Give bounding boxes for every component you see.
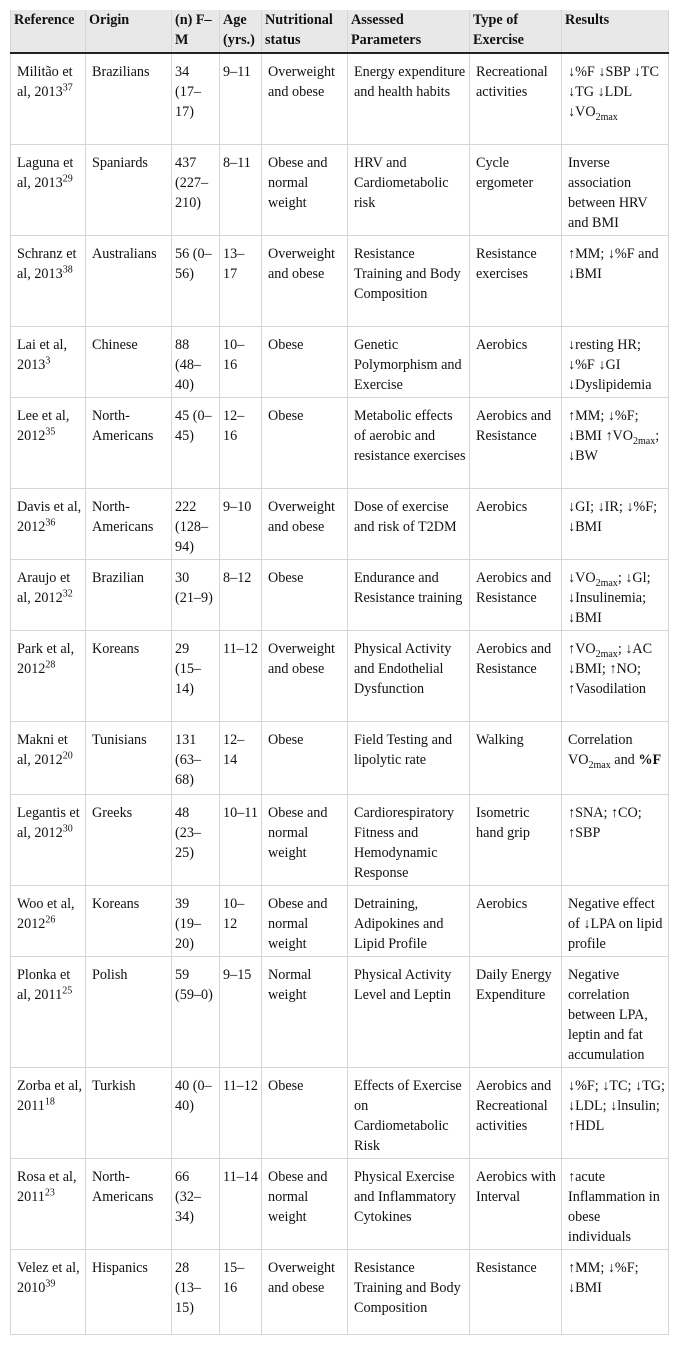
cell-origin: Chinese [86,326,172,397]
cell-exercise-type: Aerobics [470,326,562,397]
cell-origin: North-Americans [86,1158,172,1249]
results-text: ↓%F ↓SBP ↓TC ↓TG ↓LDL ↓VO [568,64,659,120]
cell-age: 12–16 [220,397,262,488]
cell-assessed-parameters: Effects of Exercise on Cardiometabolic Risk [348,1067,470,1158]
cell-reference [11,1249,86,1334]
cell-sample-size: 66 (32–34) [172,1158,220,1249]
cell-results [562,956,669,1067]
table-row [11,885,669,956]
table-body [11,53,669,1334]
cell-exercise-type: Walking [470,721,562,794]
cell-assessed-parameters: Physical Activity Level and Leptin [348,956,470,1067]
cell-sample-size: 28 (13–15) [172,1249,220,1334]
studies-table [10,10,669,1335]
cell-age: 11–14 [220,1158,262,1249]
cell-sample-size: 29 (15–14) [172,630,220,721]
cell-exercise-type: Aerobics and Resistance [470,559,562,630]
cell-nutritional-status: Obese [262,1067,348,1158]
cell-origin: North-Americans [86,488,172,559]
results-subscript: 2max [588,759,611,771]
cell-age: 13–17 [220,235,262,326]
cell-origin: Polish [86,956,172,1067]
cell-origin: North-Americans [86,397,172,488]
cell-exercise-type: Aerobics with Interval [470,1158,562,1249]
table-header-row [11,10,669,53]
reference-text: Legantis et al, 2012 [17,804,80,841]
cell-exercise-type: Aerobics [470,488,562,559]
cell-origin: Koreans [86,885,172,956]
cell-origin: Koreans [86,630,172,721]
results-text: Negative correlation between LPA, leptin and fat accumulation [568,966,648,1063]
cell-reference [11,559,86,630]
cell-sample-size: 56 (0–56) [172,235,220,326]
reference-citation-number: 38 [62,263,73,275]
cell-nutritional-status: Overweight and obese [262,235,348,326]
cell-nutritional-status: Overweight and obese [262,488,348,559]
cell-reference [11,956,86,1067]
cell-exercise-type: Daily Energy Expenditure [470,956,562,1067]
table-row [11,488,669,559]
cell-assessed-parameters: Endurance and Resistance training [348,559,470,630]
cell-assessed-parameters: Resistance Training and Body Composition [348,1249,470,1334]
reference-text: Militão et al, 2013 [17,64,73,100]
table-row [11,1067,669,1158]
reference-text: Rosa et al, 2011 [17,1168,77,1205]
results-subscript: 2max [595,648,618,660]
cell-results [562,794,669,885]
results-text: %F [638,751,662,768]
cell-sample-size: 30 (21–9) [172,559,220,630]
cell-results [562,630,669,721]
results-subscript: 2max [595,111,618,123]
table-row [11,326,669,397]
cell-nutritional-status: Obese [262,721,348,794]
cell-assessed-parameters: Resistance Training and Body Composition [348,235,470,326]
cell-age: 10–12 [220,885,262,956]
cell-exercise-type: Aerobics and Resistance [470,397,562,488]
results-text: ↑MM; ↓%F; ↓BMI ↑VO [568,407,639,444]
reference-text: Lai et al, 2013 [17,336,68,373]
reference-text: Park et al, 2012 [17,640,75,677]
cell-results [562,326,669,397]
cell-nutritional-status: Obese and normal weight [262,1158,348,1249]
cell-results [562,53,669,144]
cell-nutritional-status: Obese [262,326,348,397]
table-row [11,630,669,721]
cell-reference [11,630,86,721]
cell-age: 10–11 [220,794,262,885]
reference-text: Woo et al, 2012 [17,895,75,932]
cell-origin: Brazilians [86,53,172,144]
cell-origin: Turkish [86,1067,172,1158]
results-text: Correlation VO [568,731,633,768]
cell-sample-size: 40 (0–40) [172,1067,220,1158]
reference-text: Laguna et al, 2013 [17,154,74,191]
cell-exercise-type: Recreational activities [470,53,562,144]
reference-citation-number: 25 [62,984,73,996]
reference-citation-number: 32 [62,587,73,599]
results-text: and [610,751,639,768]
cell-reference [11,53,86,144]
cell-results [562,1249,669,1334]
results-subscript: 2max [595,577,618,589]
cell-results [562,885,669,956]
cell-age: 15–16 [220,1249,262,1334]
table-row [11,144,669,235]
results-text: ↓GI; ↓IR; ↓%F; ↓BMI [568,498,658,535]
cell-sample-size: 88 (48–40) [172,326,220,397]
cell-age: 9–11 [220,53,262,144]
reference-text: Davis et al, 2012 [17,498,82,535]
cell-age: 12–14 [220,721,262,794]
cell-reference [11,794,86,885]
cell-results [562,1158,669,1249]
header-sample-size: (n) F–M [172,10,220,53]
cell-origin: Spaniards [86,144,172,235]
cell-sample-size: 222 (128–94) [172,488,220,559]
cell-results [562,488,669,559]
results-text: Inverse association between HRV and BMI [568,154,648,231]
results-subscript: 2max [633,435,656,447]
cell-sample-size: 45 (0–45) [172,397,220,488]
cell-age: 8–12 [220,559,262,630]
table-row [11,397,669,488]
cell-reference [11,721,86,794]
results-text: ; ↓BW [568,427,660,464]
reference-citation-number: 30 [62,822,73,834]
cell-reference [11,144,86,235]
table-row [11,1158,669,1249]
cell-assessed-parameters: Energy expenditure and health habits [348,53,470,144]
reference-citation-number: 29 [62,172,73,184]
cell-sample-size: 59 (59–0) [172,956,220,1067]
cell-age: 10–16 [220,326,262,397]
cell-results [562,559,669,630]
reference-citation-number: 39 [45,1277,56,1289]
table-row [11,794,669,885]
cell-exercise-type: Aerobics [470,885,562,956]
cell-assessed-parameters: Field Testing and lipolytic rate [348,721,470,794]
cell-age: 9–10 [220,488,262,559]
cell-sample-size: 437 (227–210) [172,144,220,235]
cell-assessed-parameters: Genetic Polymorphism and Exercise [348,326,470,397]
cell-assessed-parameters: Physical Exercise and Inflammatory Cytokines [348,1158,470,1249]
cell-nutritional-status: Overweight and obese [262,630,348,721]
header-age: Age (yrs.) [220,10,262,53]
cell-sample-size: 34 (17–17) [172,53,220,144]
reference-citation-number: 23 [44,1186,55,1198]
results-text: ↑SNA; ↑CO; ↑SBP [568,804,642,841]
cell-nutritional-status: Overweight and obese [262,1249,348,1334]
cell-results [562,397,669,488]
cell-origin: Australians [86,235,172,326]
cell-reference [11,397,86,488]
table-row [11,53,669,144]
reference-citation-number: 35 [45,425,56,437]
header-assessed-parameters: Assessed Parameters [348,10,470,53]
reference-text: Makni et al, 2012 [17,731,68,768]
results-text: ; ↓AC ↓BMI; ↑NO; ↑Vasodilation [568,640,653,697]
reference-citation-number: 37 [62,82,73,94]
header-results: Results [562,10,669,53]
cell-exercise-type: Cycle ergometer [470,144,562,235]
cell-reference [11,1067,86,1158]
cell-exercise-type: Resistance exercises [470,235,562,326]
cell-assessed-parameters: HRV and Cardiometabolic risk [348,144,470,235]
cell-age: 11–12 [220,1067,262,1158]
cell-nutritional-status: Obese and normal weight [262,885,348,956]
cell-age: 11–12 [220,630,262,721]
reference-citation-number: 26 [45,913,56,925]
cell-nutritional-status: Obese and normal weight [262,144,348,235]
cell-origin: Tunisians [86,721,172,794]
cell-origin: Brazilian [86,559,172,630]
cell-reference [11,235,86,326]
cell-sample-size: 48 (23–25) [172,794,220,885]
cell-results [562,144,669,235]
results-text: ↓resting HR; ↓%F ↓GI ↓Dyslipidemia [568,336,652,393]
cell-nutritional-status: Obese [262,559,348,630]
reference-citation-number: 28 [45,658,56,670]
cell-reference [11,885,86,956]
results-text: Negative effect of ↓LPA on lipid profile [568,895,663,952]
reference-text: Araujo et al, 2012 [17,569,71,606]
cell-nutritional-status: Normal weight [262,956,348,1067]
cell-origin: Hispanics [86,1249,172,1334]
reference-text: Velez et al, 2010 [17,1259,80,1296]
reference-citation-number: 36 [45,516,56,528]
cell-exercise-type: Isometric hand grip [470,794,562,885]
cell-results [562,721,669,794]
cell-origin: Greeks [86,794,172,885]
results-text: ↓%F; ↓TC; ↓TG; ↓LDL; ↓lnsulin; ↑HDL [568,1077,665,1134]
results-text: ; ↓Gl; ↓Insulinemia; ↓BMI [568,569,651,626]
cell-reference [11,326,86,397]
cell-age: 8–11 [220,144,262,235]
reference-text: Lee et al, 2012 [17,407,70,444]
reference-text: Zorba et al, 2011 [17,1077,82,1114]
reference-citation-number: 3 [45,354,51,366]
cell-sample-size: 39 (19–20) [172,885,220,956]
cell-reference [11,1158,86,1249]
results-text: ↑MM; ↓%F and ↓BMI [568,245,659,282]
table-row [11,721,669,794]
header-origin: Origin [86,10,172,53]
results-text: ↓VO [568,569,596,586]
results-text: ↑MM; ↓%F; ↓BMI [568,1259,639,1296]
cell-assessed-parameters: Metabolic effects of aerobic and resistance exercises [348,397,470,488]
table-row [11,956,669,1067]
cell-results [562,1067,669,1158]
cell-exercise-type: Aerobics and Recreational activities [470,1067,562,1158]
cell-exercise-type: Resistance [470,1249,562,1334]
header-exercise-type: Type of Exercise [470,10,562,53]
results-text: ↑acute Inflammation in obese individuals [568,1168,660,1245]
cell-nutritional-status: Overweight and obese [262,53,348,144]
cell-assessed-parameters: Physical Activity and Endothelial Dysfunction [348,630,470,721]
cell-exercise-type: Aerobics and Resistance [470,630,562,721]
table-row [11,559,669,630]
cell-reference [11,488,86,559]
header-reference: Reference [11,10,86,53]
table-row [11,235,669,326]
reference-citation-number: 20 [62,749,73,761]
cell-assessed-parameters: Detraining, Adipokines and Lipid Profile [348,885,470,956]
studies-table-container [10,10,668,1335]
cell-results [562,235,669,326]
reference-text: Schranz et al, 2013 [17,245,77,282]
cell-assessed-parameters: Dose of exercise and risk of T2DM [348,488,470,559]
table-row [11,1249,669,1334]
cell-sample-size: 131 (63–68) [172,721,220,794]
reference-text: Plonka et al, 2011 [17,966,71,1003]
cell-age: 9–15 [220,956,262,1067]
header-nutritional-status: Nutritional status [262,10,348,53]
cell-nutritional-status: Obese [262,397,348,488]
reference-citation-number: 18 [44,1095,55,1107]
results-text: ↑VO [568,640,596,657]
cell-nutritional-status: Obese and normal weight [262,794,348,885]
cell-assessed-parameters: Cardiorespiratory Fitness and Hemodynamic Response [348,794,470,885]
